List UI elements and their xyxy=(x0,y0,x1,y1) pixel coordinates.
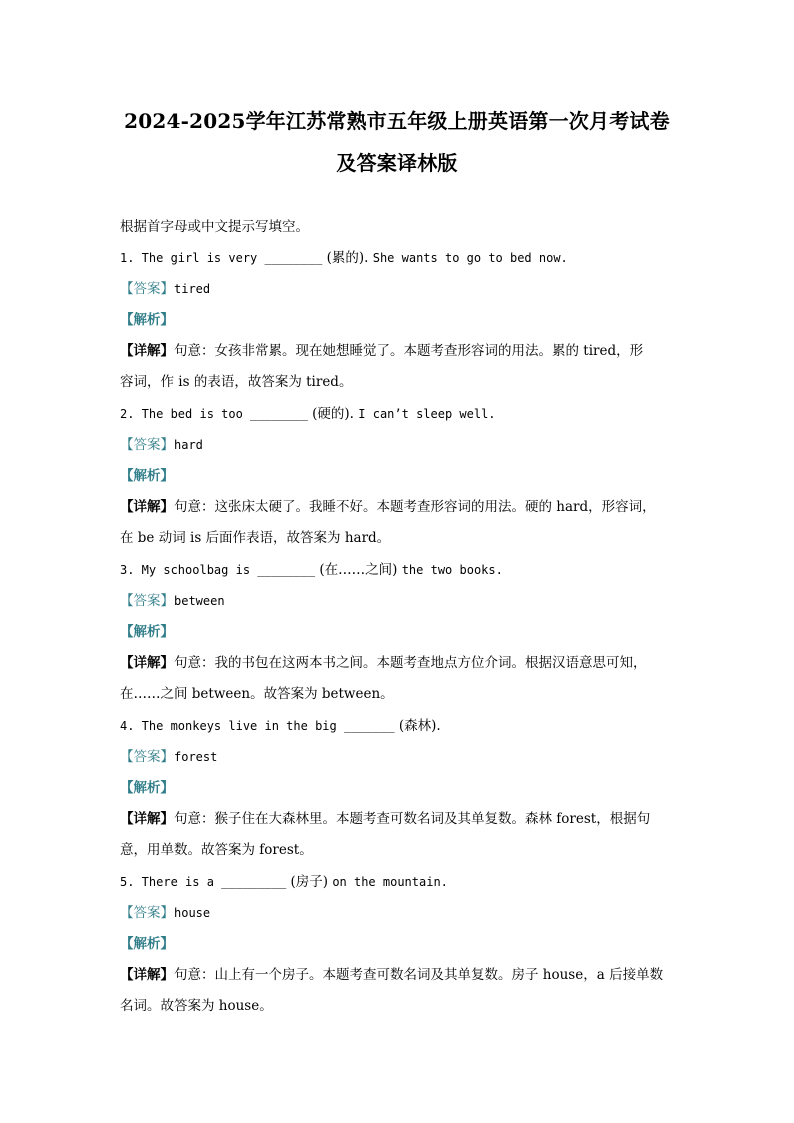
question-5 xyxy=(120,872,680,892)
question-1-blank: ________ xyxy=(264,251,323,265)
question-3-before: 3. My schoolbag is xyxy=(120,563,258,577)
question-3-hint: (在……之间) xyxy=(315,562,402,578)
answer-4-value: forest xyxy=(174,750,218,764)
detail-4-line-1 xyxy=(120,809,680,829)
detail-3-line-1 xyxy=(120,653,680,673)
document-title-line-1: 2024-2025学年江苏常熟市五年级上册英语第一次月考试卷 xyxy=(124,109,670,133)
question-5-blank: _________ xyxy=(221,875,287,889)
detail-3-text-1: 句意：我的书包在这两本书之间。本题考查地点方位介词。根据汉语意思可知， xyxy=(174,655,647,671)
analysis-label: 【解析】 xyxy=(120,468,174,484)
analysis-3 xyxy=(120,622,680,642)
detail-4-line-2: 意，用单数。故答案为 forest。 xyxy=(120,842,313,858)
answer-5-value: house xyxy=(174,906,211,920)
question-4-before: 4. The monkeys live in the big xyxy=(120,719,344,733)
answer-1-value: tired xyxy=(174,282,211,296)
detail-2-line-2: 在 be 动词 is 后面作表语，故答案为 hard。 xyxy=(120,530,391,546)
answer-3 xyxy=(120,591,680,611)
detail-5-text-1: 句意：山上有一个房子。本题考查可数名词及其单复数。房子 house，a 后接单数 xyxy=(174,967,664,983)
answer-label: 【答案】 xyxy=(120,437,174,453)
answer-2-value: hard xyxy=(174,438,203,452)
question-5-after: on the mountain. xyxy=(332,875,448,889)
analysis-5 xyxy=(120,934,680,954)
detail-3-line-2: 在……之间 between。故答案为 between。 xyxy=(120,686,394,702)
question-1 xyxy=(120,248,680,268)
question-2 xyxy=(120,404,680,424)
detail-1-line-2: 容词，作 is 的表语，故答案为 tired。 xyxy=(120,374,353,390)
document-title-line-2: 及答案译林版 xyxy=(336,151,458,175)
question-2-hint: (硬的). xyxy=(307,406,359,422)
detail-label: 【详解】 xyxy=(120,655,174,671)
analysis-label: 【解析】 xyxy=(120,936,174,952)
question-5-before: 5. There is a xyxy=(120,875,222,889)
answer-label: 【答案】 xyxy=(120,905,174,921)
analysis-1 xyxy=(120,310,680,330)
question-3-after: the two books. xyxy=(401,563,503,577)
analysis-label: 【解析】 xyxy=(120,312,174,328)
answer-label: 【答案】 xyxy=(120,749,174,765)
answer-label: 【答案】 xyxy=(120,281,174,297)
analysis-2 xyxy=(120,466,680,486)
answer-1 xyxy=(120,279,680,299)
answer-5 xyxy=(120,903,680,923)
detail-label: 【详解】 xyxy=(120,967,174,983)
question-1-before: 1. The girl is very xyxy=(120,251,265,265)
question-2-before: 2. The bed is too xyxy=(120,407,251,421)
answer-2 xyxy=(120,435,680,455)
instruction-text: 根据首字母或中文提示写填空。 xyxy=(120,219,309,235)
question-4-blank: _______ xyxy=(343,719,395,733)
detail-1-line-1 xyxy=(120,341,680,361)
question-3-blank: ________ xyxy=(257,563,316,577)
question-2-blank: ________ xyxy=(250,407,308,421)
detail-5-line-1 xyxy=(120,965,680,985)
detail-1-text-1: 句意：女孩非常累。现在她想睡觉了。本题考查形容词的用法。累的 tired，形 xyxy=(174,343,644,359)
analysis-label: 【解析】 xyxy=(120,780,174,796)
detail-2-line-1 xyxy=(120,497,680,517)
detail-4-text-1: 句意：猴子住在大森林里。本题考查可数名词及其单复数。森林 forest，根据句 xyxy=(174,811,651,827)
question-1-hint: (累的). xyxy=(322,250,373,266)
answer-3-value: between xyxy=(174,594,225,608)
question-4 xyxy=(120,716,680,736)
detail-5-line-2: 名词。故答案为 house。 xyxy=(120,998,273,1014)
analysis-label: 【解析】 xyxy=(120,624,174,640)
question-2-after: I can’t sleep well. xyxy=(358,407,496,421)
question-3 xyxy=(120,560,680,580)
question-5-hint: (房子) xyxy=(286,874,333,890)
question-1-after: She wants to go to bed now. xyxy=(372,251,568,265)
detail-label: 【详解】 xyxy=(120,499,174,515)
analysis-4 xyxy=(120,778,680,798)
question-4-hint: (森林). xyxy=(394,718,441,734)
answer-4 xyxy=(120,747,680,767)
detail-label: 【详解】 xyxy=(120,811,174,827)
answer-label: 【答案】 xyxy=(120,593,174,609)
detail-label: 【详解】 xyxy=(120,343,174,359)
detail-2-text-1: 句意：这张床太硬了。我睡不好。本题考查形容词的用法。硬的 hard，形容词， xyxy=(174,499,656,515)
